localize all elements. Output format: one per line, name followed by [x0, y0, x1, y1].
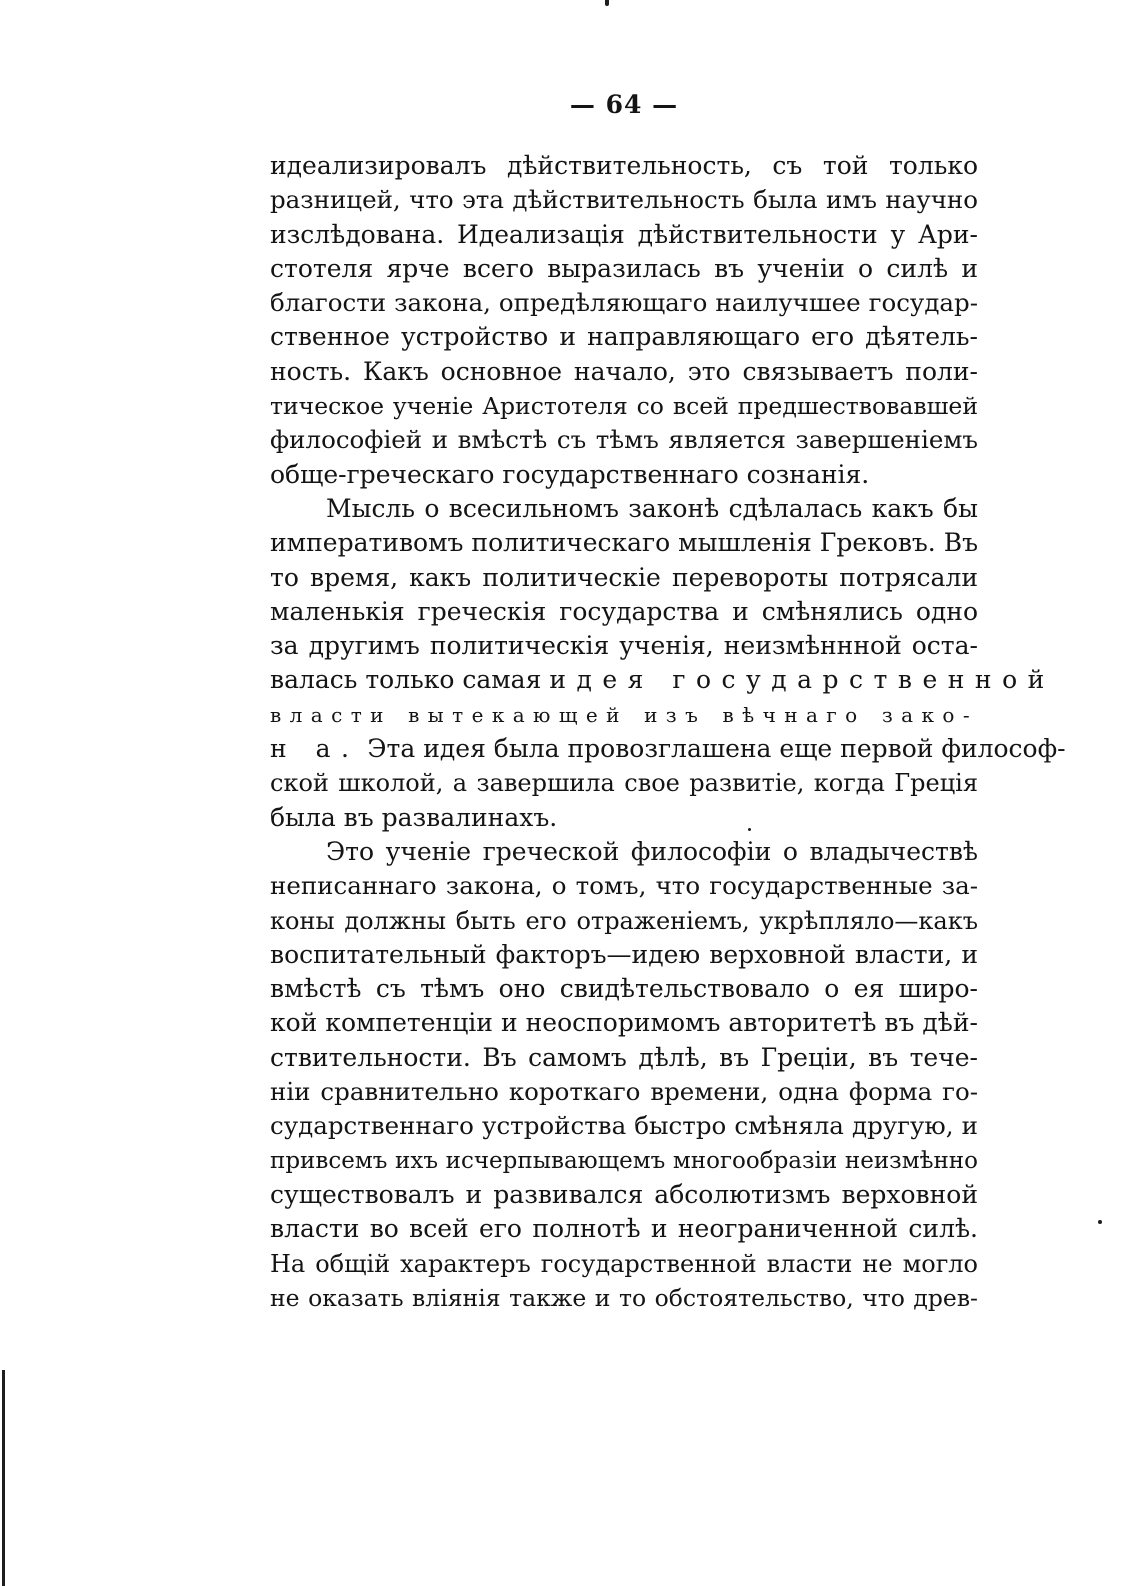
text-line	[270, 663, 1055, 697]
text-line: разницей, что эта дѣйствительность была имъ научно	[270, 185, 978, 215]
page-number: — 64 —	[569, 90, 679, 119]
text-line: была въ развалинахъ.	[270, 802, 558, 832]
text-line: ствительности. Въ самомъ дѣлѣ, въ Греціи, въ тече-	[270, 1042, 978, 1072]
text-line: стотеля ярче всего выразилась въ ученіи о силѣ и	[270, 253, 978, 283]
text-line: ніи сравнительно короткаго времени, одна форма го-	[270, 1077, 978, 1107]
text-line: не оказать вліянія также и то обстоятельство, что древ-	[270, 1283, 978, 1312]
text-line: неписаннаго закона, о томъ, что государственные за-	[270, 871, 978, 901]
scan-artifact-top	[605, 0, 609, 6]
text-line: кой компетенціи и неоспоримомъ авторитетѣ въ дѣй-	[270, 1008, 978, 1038]
scan-artifact-edge	[2, 1370, 5, 1586]
text-line: идеализировалъ дѣйствительность, съ той только	[270, 151, 978, 180]
text-line: обще-греческаго государственнаго сознанія.	[270, 459, 870, 489]
spaced-emphasis: идея государственной	[549, 665, 1055, 695]
text-line: власти во всей его полнотѣ и неограниченной силѣ.	[270, 1214, 978, 1244]
text-line: существовалъ и развивался абсолютизмъ верховной	[270, 1179, 978, 1209]
text-line: ской школой, а завершила свое развитіе, когда Грецiя	[270, 769, 978, 798]
text-line: коны должны быть его отраженіемъ, укрѣпляло—какъ	[270, 906, 978, 935]
text-line: благости закона, опредѣляющаго наилучшее государ-	[270, 288, 978, 318]
text-line: философiей и вмѣстѣ съ тѣмъ является завершенiемъ	[270, 425, 978, 455]
text-line: сударственнаго устройства быстро смѣняла другую, и	[270, 1111, 978, 1141]
text-line: воспитательный факторъ—идею верховной власти, и	[270, 939, 978, 969]
text-line: изслѣдована. Идеализація дѣйствительности у Ари-	[270, 219, 978, 249]
text-line: привсемъ ихъ исчерпывающемъ многообразіи неизмѣнно	[270, 1147, 978, 1174]
text-line: тическое ученіе Аристотеля со всей предшествовавшей	[270, 392, 978, 421]
spaced-emphasis: н а.	[270, 734, 360, 764]
text-run: валась только самая	[270, 665, 542, 695]
text-line	[270, 732, 1066, 766]
scan-artifact-dot	[1098, 1220, 1102, 1224]
text-line: маленькія греческія государства и смѣнялись одно	[270, 596, 978, 626]
text-run: Эта идея была провозглашена еще первой философ-	[367, 734, 1066, 764]
text-line: ственное устройство и направляющаго его дѣятель-	[270, 322, 978, 352]
body-text	[270, 149, 1066, 1315]
text-line: за другимъ политическія ученія, неизмѣннной оста-	[270, 631, 978, 661]
text-line: то время, какъ политическіе перевороты потрясали	[270, 562, 978, 592]
text-line: На общій характеръ государственной власти не могло	[270, 1249, 978, 1278]
text-line: ность. Какъ основное начало, это связываетъ поли-	[270, 356, 978, 386]
spaced-emphasis: власти вытекающей изъ вѣчнаго зако-	[270, 702, 978, 727]
text-line: Это ученіе греческой философіи о владычествѣ	[326, 836, 978, 866]
text-line: императивомъ политическаго мышленія Грековъ. Въ	[270, 528, 978, 558]
text-line: вмѣстѣ съ тѣмъ оно свидѣтельствовало о ея широ-	[270, 974, 978, 1004]
text-line: Мысль о всесильномъ законѣ сдѣлалась какъ бы	[326, 493, 978, 523]
